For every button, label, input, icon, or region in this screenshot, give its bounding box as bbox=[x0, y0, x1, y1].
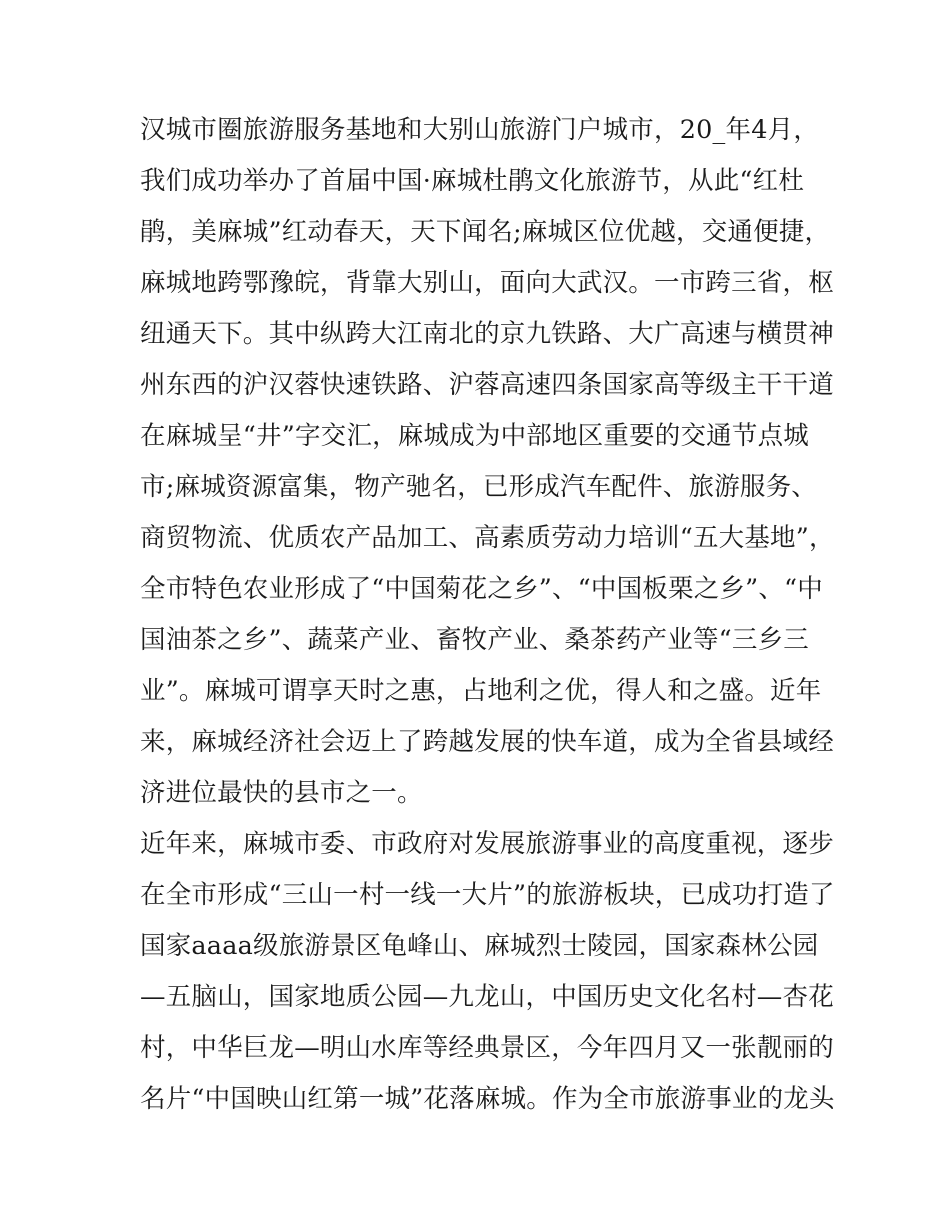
text-line: 我们成功举办了首届中国·麻城杜鹃文化旅游节，从此“红杜 bbox=[140, 166, 805, 196]
text-line: 来，麻城经济社会迈上了跨越发展的快车道，成为全省县域经 bbox=[140, 727, 834, 757]
text-line: 纽通天下。其中纵跨大江南北的京九铁路、大广高速与横贯神 bbox=[140, 319, 834, 349]
text-line: 村，中华巨龙—明山水库等经典景区，今年四月又一张靓丽的 bbox=[140, 1033, 834, 1063]
text-line: 汉城市圈旅游服务基地和大别山旅游门户城市，20_年4月， bbox=[140, 115, 820, 145]
text-line: 全市特色农业形成了“中国菊花之乡”、“中国板栗之乡”、“中 bbox=[140, 574, 823, 604]
text-line: 商贸物流、优质农产品加工、高素质劳动力培训“五大基地”， bbox=[140, 523, 835, 553]
text-line: 济进位最快的县市之一。 bbox=[140, 778, 423, 808]
text-line: 州东西的沪汉蓉快速铁路、沪蓉高速四条国家高等级主干干道 bbox=[140, 370, 834, 400]
text-line: 鹃，美麻城”红动春天，天下闻名;麻城区位优越，交通便捷， bbox=[140, 217, 831, 247]
text-line: 业”。麻城可谓享天时之惠，占地利之优，得人和之盛。近年 bbox=[140, 676, 822, 706]
text-line: 近年来，麻城市委、市政府对发展旅游事业的高度重视，逐步 bbox=[140, 829, 834, 859]
text-line: 国油茶之乡”、蔬菜产业、畜牧产业、桑茶药产业等“三乡三 bbox=[140, 625, 809, 655]
text-line: —五脑山，国家地质公园—九龙山，中国历史文化名村—杏花 bbox=[140, 982, 834, 1012]
text-line: 市;麻城资源富集，物产驰名，已形成汽车配件、旅游服务、 bbox=[140, 472, 817, 502]
text-line: 在全市形成“三山一村一线一大片”的旅游板块，已成功打造了 bbox=[140, 880, 835, 910]
text-line: 麻城地跨鄂豫皖，背靠大别山，面向大武汉。一市跨三省，枢 bbox=[140, 268, 834, 298]
body-text bbox=[140, 105, 835, 1125]
text-line: 国家aaaa级旅游景区龟峰山、麻城烈士陵园，国家森林公园 bbox=[140, 931, 819, 961]
text-line: 名片“中国映山红第一城”花落麻城。作为全市旅游事业的龙头 bbox=[140, 1084, 835, 1114]
text-line: 在麻城呈“井”字交汇，麻城成为中部地区重要的交通节点城 bbox=[140, 421, 809, 451]
